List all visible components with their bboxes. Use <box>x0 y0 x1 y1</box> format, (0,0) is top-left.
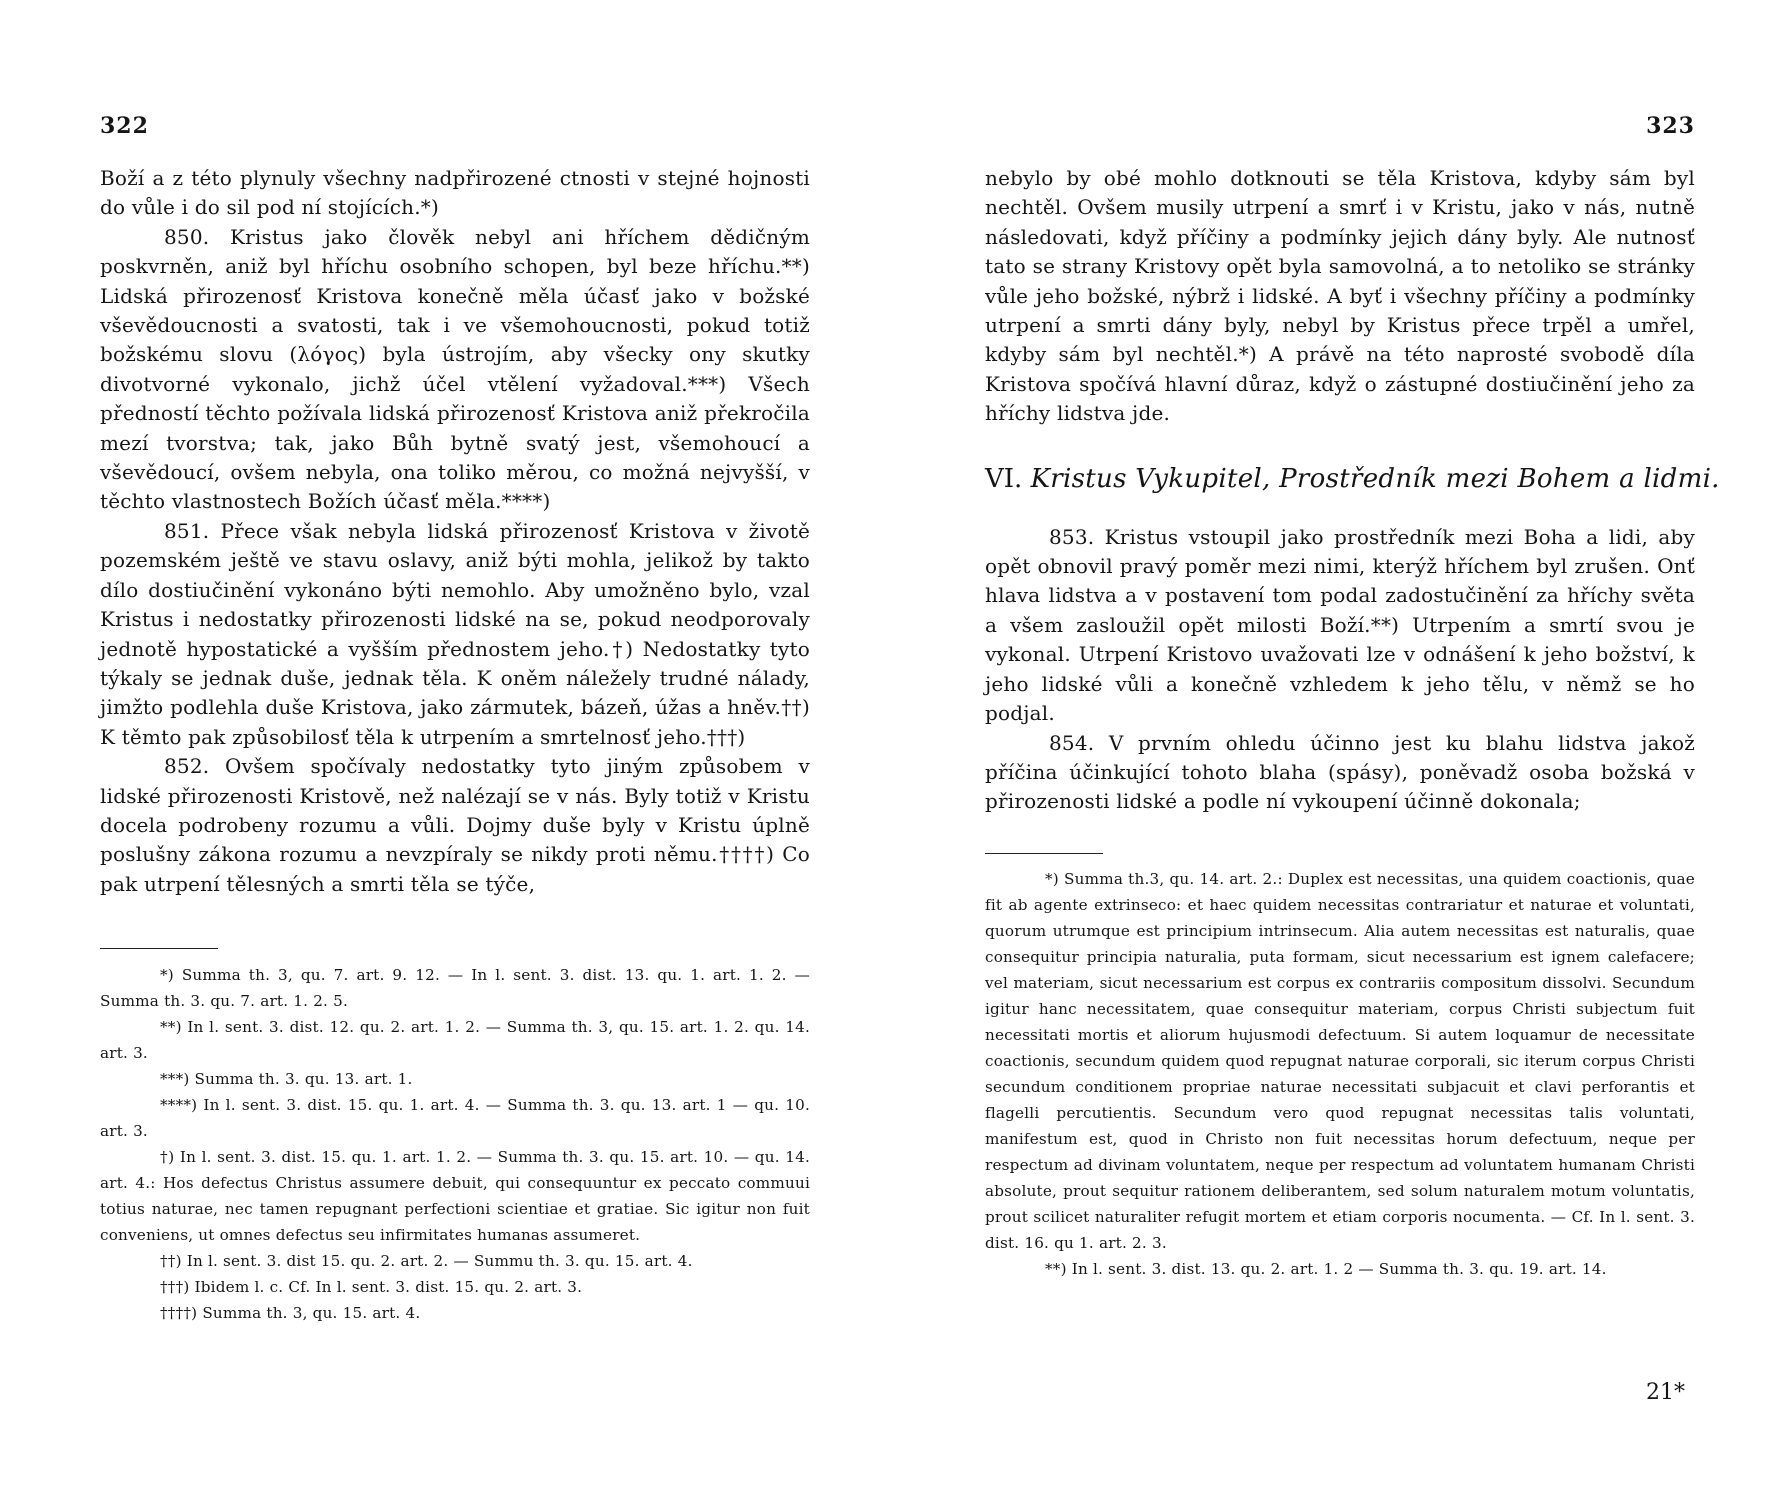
footnote: **) In l. sent. 3. dist. 13. qu. 2. art. 1. 2 — Summa th. 3. qu. 19. art. 14. <box>1045 1260 1607 1278</box>
paragraph-continuation: Boží a z této plynuly všechny nadpřirozené ctnosti v stejné hojnosti do vůle i do sil pod ní stojících.*) <box>100 166 810 220</box>
paragraph-851: 851. Přece však nebyla lidská přirozenosť Kristova v životě pozemském ještě ve stavu oslavy, aniž býti mohla, jelikož by takto dílo dostiučinění vykonáno býti nemohlo. Aby umožněno bylo, vzal Kristus i nedostatky přirozenosti lidské na se, pokud neodporovaly jednotě hypostatické a vyšším přednostem jeho.†) Nedostatky tyto týkaly se jednak duše, jednak těla. K oněm náležely trudné nálady, jimžto podlehla duše Kristova, jako zármutek, bázeň, úžas a hněv.††) K těmto pak způsobilosť těla k utrpením a smrtelnosť jeho.†††) <box>100 518 810 749</box>
section-number: VI. <box>985 463 1023 494</box>
page-number-right: 323 <box>1646 113 1695 139</box>
right-page-body <box>985 164 1720 817</box>
footnote: †) In l. sent. 3. dist. 15. qu. 1. art. 1. 2. — Summa th. 3. qu. 15. art. 10. — qu. 14. art. 4.: Hos defectus Christus assumere debuit, qui consequuntur ex peccato commuui totius naturae, nec tamen repugnant perfectioni scientiae et gratiae. Sic igitur non fuit conveniens, ut omnes defectus seu infirmitates humanas assumeret. <box>100 1148 810 1244</box>
paragraph-853: 853. Kristus vstoupil jako prostředník mezi Boha a lidi, aby opět obnovil pravý poměr mezi nimi, kterýž hříchem byl zrušen. Onť hlava lidstva a v postavení tom podal zadostučinění za hříchy světa a všem zasloužil opět milosti Boží.**) Utrpením a smrtí svou je vykonal. Utrpení Kristovo uvažovati lze v odnášení k jeho božství, k jeho lidské vůli a konečně vzhledem k jeho tělu, v němž se ho podjal. <box>985 524 1695 726</box>
footnotes-left <box>100 962 810 1326</box>
signature-mark: 21* <box>1646 1380 1685 1405</box>
footnote: ***) Summa th. 3. qu. 13. art. 1. <box>160 1070 413 1088</box>
footnote: ††††) Summa th. 3, qu. 15. art. 4. <box>160 1304 421 1322</box>
footnote: ****) In l. sent. 3. dist. 15. qu. 1. art. 4. — Summa th. 3. qu. 13. art. 1 — qu. 10. art. 3. <box>100 1096 810 1140</box>
page-number-left: 322 <box>100 113 149 139</box>
footnote: *) Summa th. 3, qu. 7. art. 9. 12. — In l. sent. 3. dist. 13. qu. 1. art. 1. 2. — Summa th. 3. qu. 7. art. 1. 2. 5. <box>100 966 810 1010</box>
footnote-divider-right <box>985 853 1103 854</box>
left-page-body <box>100 164 810 899</box>
footnote: †††) Ibidem l. c. Cf. In l. sent. 3. dist. 15. qu. 2. art. 3. <box>160 1278 583 1296</box>
paragraph-854: 854. V prvním ohledu účinno jest ku blahu lidstva jakož příčina účinkující tohoto blaha (spásy), poněvadž osoba božská v přirozenosti lidské a podle ní vykoupení účinně dokonala; <box>985 730 1695 814</box>
section-title: Kristus Vykupitel, Prostředník mezi Bohem a lidmi. <box>1030 463 1720 494</box>
footnote: *) Summa th.3, qu. 14. art. 2.: Duplex est necessitas, una quidem coactionis, quae fit ab agente extrinseco: et haec quidem necessitas contrariatur et naturae et voluntati, quorum utrumque est principium intrinsecum. Alia autem necessitas est naturalis, quae consequitur principia naturalia, puta formam, sicut necessarium est ignem calefacere; vel materiam, sicut necessarium est corpus ex contrariis compositum dissolvi. Secundum igitur hanc necessitatem, quae consequitur materiam, corpus Christi subjectum fuit necessitati mortis et aliorum hujusmodi defectuum. Si autem loquamur de necessitate coactionis, secundum quidem quod repugnat naturae corporali, sic iterum corpus Christi secundum conditionem propriae naturae necessitati subjacuit et clavi perforantis et flagelli percutientis. Secundum vero quod repugnat necessitas talis voluntati, manifestum est, quod in Christo non fuit necessitas horum defectuum, neque per respectum ad divinam voluntatem, neque per respectum ad voluntatem humanam Christi absolute, prout sequitur rationem deliberantem, sed solum naturalem motum voluntatis, prout scilicet naturaliter refugit mortem et etiam corporis nocumenta. — Cf. In l. sent. 3. dist. 16. qu 1. art. 2. 3. <box>985 870 1695 1252</box>
footnote: **) In l. sent. 3. dist. 12. qu. 2. art. 1. 2. — Summa th. 3, qu. 15. art. 1. 2. qu. 14. art. 3. <box>100 1018 810 1062</box>
footnotes-right <box>985 866 1695 1282</box>
paragraph-852: 852. Ovšem spočívaly nedostatky tyto jiným způsobem v lidské přirozenosti Kristově, než nalézají se v nás. Byly totiž v Kristu docela podrobeny rozumu a vůli. Dojmy duše byly v Kristu úplně poslušny zákona rozumu a nevzpíraly se nikdy proti němu.††††) Co pak utrpení tělesných a smrti těla se týče, <box>100 754 810 896</box>
footnote: ††) In l. sent. 3. dist 15. qu. 2. art. 2. — Summu th. 3. qu. 15. art. 4. <box>160 1252 693 1270</box>
footnote-divider-left <box>100 948 218 949</box>
section-heading <box>985 459 1720 499</box>
paragraph-850: 850. Kristus jako člověk nebyl ani hříchem dědičným poskvrněn, aniž byl hříchu osobního schopen, byl beze hříchu.**) Lidská přirozenosť Kristova konečně měla účasť jako v božské vševědoucnosti a svatosti, tak i ve všemohoucnosti, pokud totiž božskému slovu (λόγος) byla ústrojím, aby všecky ony skutky divotvorné vykonalo, jichž účel vtělení vyžadoval.***) Všech předností těchto požívala lidská přirozenosť Kristova aniž překročila mezí tvorstva; tak, jako Bůh bytně svatý jest, všemohoucí a vševědoucí, ovšem nebyla, ona toliko měrou, co možná nejvyšší, v těchto vlastnostech Božích účasť měla.****) <box>100 224 810 514</box>
paragraph-continuation: nebylo by obé mohlo dotknouti se těla Kristova, kdyby sám byl nechtěl. Ovšem musily utrpení a smrť i v Kristu, jako v nás, nutně následovati, když příčiny a podmínky jejich dány byly. Ale nutnosť tato se strany Kristovy opět byla samovolná, a to netoliko se stránky vůle jeho božské, nýbrž i lidské. A byť i všechny příčiny a podmínky utrpení a smrti dány byly, nebyl by Kristus přece trpěl a umřel, kdyby sám byl nechtěl.*) A právě na této naprosté svobodě díla Kristova spočívá hlavní důraz, když o zástupné dostiučinění jeho za hříchy lidstva jde. <box>985 166 1695 426</box>
